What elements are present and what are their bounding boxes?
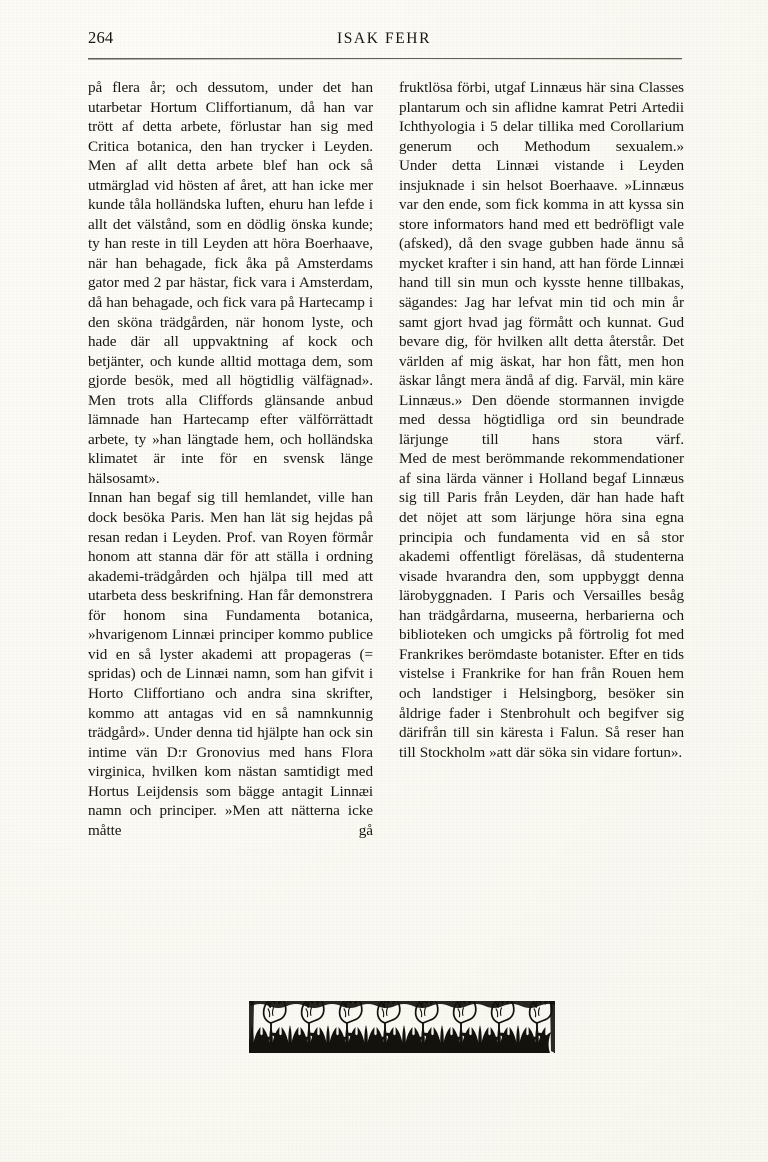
paragraph: fruktlösa förbi, utgaf Linnæus här sina Classes plantarum och sin aflidne kamrat Petri Artedii Ichthyologia i 5 delar tillika med Corollarium generum och Methodum sexualem.» [399, 79, 684, 155]
paragraph: Med de mest berömmande rekommendationer af sina lärda vänner i Holland begaf Linnæus sig till Paris från Leyden, där han hade haft det nöjet att som lärjunge höra sina egna principia och fundamenta vid en så stor akademi offentligt föreläsas, då studenterna visade hvarandra den, som uppbyggt denna lärobyggnaden. I Paris och Versailles besåg han trädgårdarna, museerna, herbarierna och biblioteken och umgicks på förtrolig fot med Frankrikes berömdaste botanister. Efter en tids vistelse i Frankrike for han från Rouen hem och landstiger i Helsingborg, besöker sin åldrige fader i Stenbrohult och begifver sig därifrån till sin käresta i Falun. Så reser han till Stockholm »att där söka sin vidare fortun». [399, 450, 684, 761]
column-right [399, 78, 684, 762]
running-title: ISAK FEHR [336, 30, 432, 47]
ornament-svg [249, 1001, 555, 1056]
column-left [88, 78, 373, 840]
tulip-border-ornament [249, 1001, 555, 1056]
paragraph: Under detta Linnæi vistande i Leyden insjuknade i sin helsot Boerhaave. »Linnæus var den ende, som fick komma in att kyssa sin store informators hand med ett bedröfligt vale (afsked), då den svage gubben hade ännu så mycket krafter i sin hand, att han förde Linnæi hand till sin mun och kysste henne tillbakas, sägandes: Jag har lefvat min tid och min år samt gjort hvad jag förmått och kunnat. Gud bevare dig, för hvilken allt detta återstår. Det världen af mig äskat, har hon fått, men hon äskar långt mera ändå af dig. Farväl, min käre Linnæus.» Den döende stormannen invigde med dessa högtidliga ord sin beundrade lärjunge till hans stora värf. [399, 157, 684, 448]
running-head [88, 28, 680, 52]
header-rule [88, 58, 682, 59]
page-number: 264 [88, 28, 114, 47]
paragraph: på flera år; och dessutom, under det han utarbetar Hortum Cliffortianum, då han var trött af detta arbete, förlustar han sig med Critica botanica, den han trycker i Leyden. Men af allt detta arbete blef han ock så utmärglad vid hösten af året, att han icke mer kunde tåla holländska luften, ehuru han lefde i allt det välstånd, som en dödlig önska kunde; ty han reste in till Leyden att höra Boerhaave, när han behagade, fick åka på Amsterdams gator med 2 par hästar, fick vara i Amsterdam, då han behagade, och fick vara på Hartecamp i den sköna trädgården, när honom lyste, och hade där all uppvaktning af kock och betjänter, och kunde alltid mottaga dem, som gjorde besök, med all högtidlig välfägnad». Men trots alla Cliffords glänsande anbud lämnade han Hartecamp efter välförrättadt arbete, ty »han längtade hem, och holländska klimatet är inte för en svensk länge hälsosamt». [88, 79, 373, 487]
paragraph: Innan han begaf sig till hemlandet, ville han dock besöka Paris. Men han lät sig hejdas på resan redan i Leyden. Prof. van Royen förmår honom att stanna där för att ställa i ordning akademi-trädgården och hjälpa till med att utarbeta dess beskrifning. Han får demonstrera för honom sina Fundamenta botanica, »hvarigenom Linnæi principer kommo publice vid en så lyster akademi att propageras (= spridas) och de Linnæi namn, som han gifvit i Horto Cliffortiano och andra sina skrifter, kommo att antagas vid en så namnkunnig trädgård». Under denna tid hjälpte han ock sin intime vän D:r Gronovius med hans Flora virginica, hvilken kom nästan samtidigt med Hortus Leijdensis som bägge antagit Linnæi namn och principer. »Men att nätterna icke måtte gå [88, 489, 373, 839]
